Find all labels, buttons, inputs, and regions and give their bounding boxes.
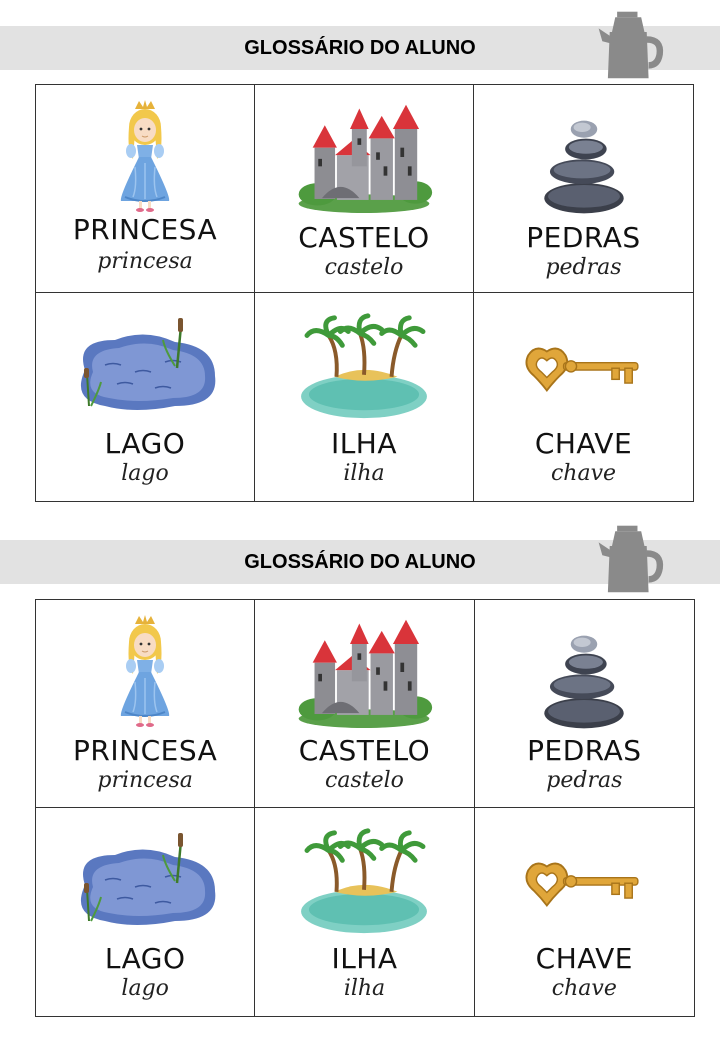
glossary-card-chave [474, 293, 693, 501]
card-cursive: pedras [545, 255, 622, 280]
glossary-card-lago [36, 808, 255, 1016]
castle-icon [294, 98, 434, 216]
glossary-card-ilha [255, 808, 474, 1016]
card-word: LAGO [104, 427, 186, 460]
card-cursive: chave [550, 461, 617, 486]
princess-icon [105, 612, 185, 732]
card-word: CASTELO [298, 221, 430, 254]
card-cursive: princesa [97, 768, 193, 793]
glossary-card-chave [475, 808, 694, 1016]
glossary-card-pedras [475, 600, 694, 808]
card-cursive: lago [121, 976, 169, 1001]
glossary-card-castelo [255, 600, 474, 808]
card-cursive: chave [551, 976, 617, 1001]
stones-icon [536, 115, 632, 219]
stones-icon [536, 630, 632, 734]
card-word: ILHA [330, 427, 398, 460]
card-cursive: castelo [325, 768, 404, 793]
island-icon [294, 821, 434, 939]
glossary-card-ilha [255, 293, 474, 501]
card-cursive: lago [121, 461, 169, 486]
card-cursive: ilha [343, 976, 386, 1001]
card-cursive: castelo [324, 255, 404, 280]
card-word: ILHA [331, 942, 398, 975]
jug-icon [598, 522, 664, 596]
castle-icon [294, 613, 434, 731]
glossary-card-princesa [36, 85, 255, 293]
key-icon [519, 338, 649, 404]
card-word: PRINCESA [73, 734, 218, 767]
glossary-grid [35, 84, 694, 502]
card-word: PEDRAS [526, 221, 641, 254]
glossary-card-lago [36, 293, 255, 501]
card-cursive: ilha [343, 461, 385, 486]
card-word: CASTELO [298, 734, 431, 767]
card-word: LAGO [104, 942, 186, 975]
key-icon [519, 853, 649, 919]
card-word: CHAVE [534, 427, 633, 460]
card-cursive: princesa [97, 249, 193, 274]
page-title: GLOSSÁRIO DO ALUNO [244, 551, 476, 573]
card-word: CHAVE [535, 942, 633, 975]
lake-icon [65, 825, 225, 935]
glossary-card-pedras [474, 85, 693, 293]
glossary-card-princesa [36, 600, 255, 808]
glossary-card-castelo [255, 85, 474, 293]
island-icon [294, 306, 434, 424]
jug-icon [598, 8, 664, 82]
lake-icon [65, 310, 225, 420]
glossary-grid [35, 599, 695, 1017]
princess-icon [105, 97, 185, 217]
page-title: GLOSSÁRIO DO ALUNO [244, 37, 476, 59]
card-cursive: pedras [546, 768, 623, 793]
card-word: PEDRAS [527, 734, 642, 767]
card-word: PRINCESA [72, 213, 218, 246]
